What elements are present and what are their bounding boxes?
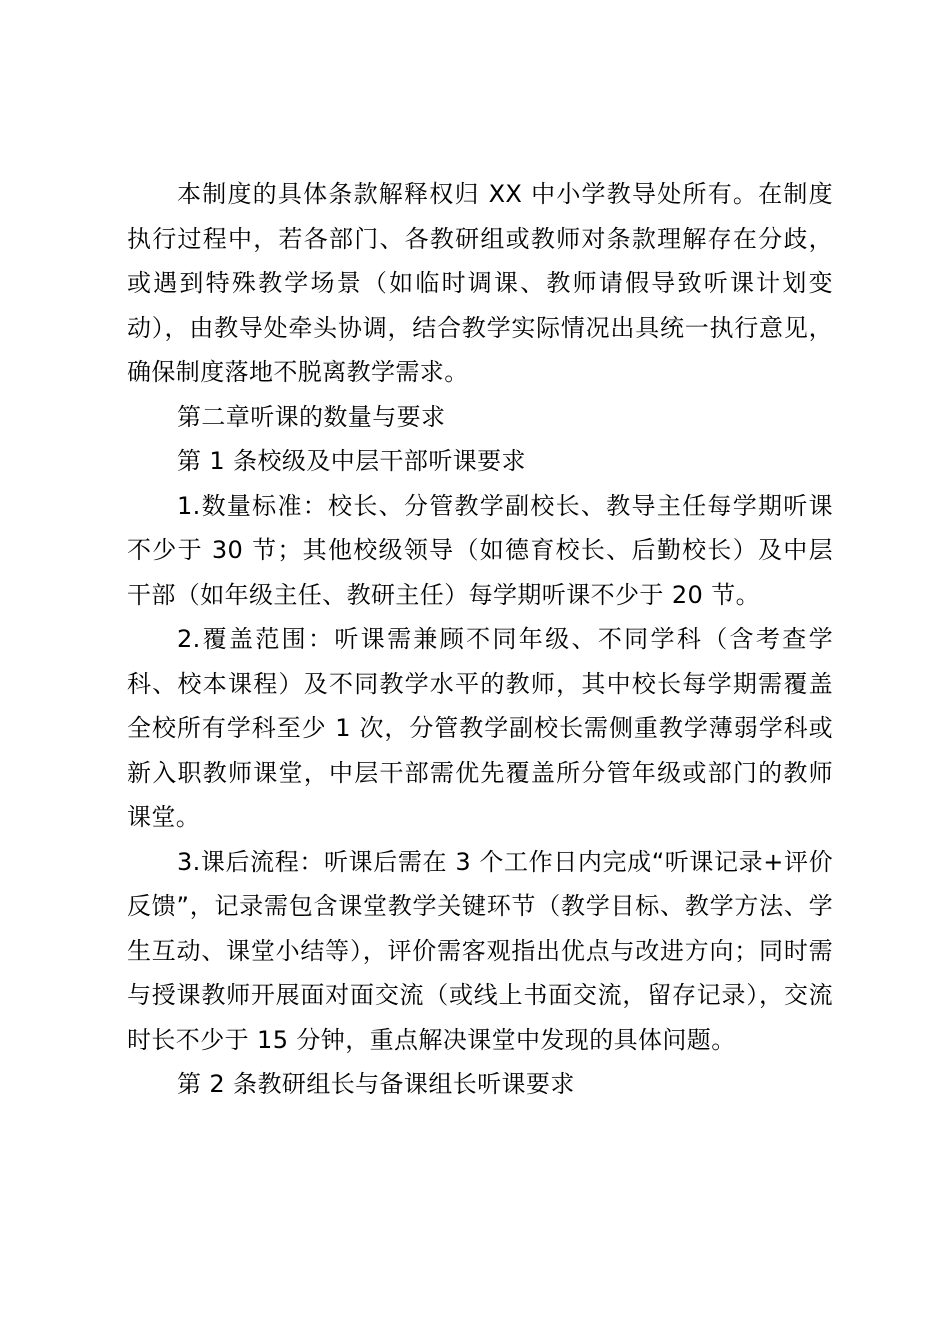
document-body — [127, 172, 833, 1107]
article-heading-1: 第 1 条校级及中层干部听课要求 — [177, 447, 526, 475]
article-heading-2: 第 2 条教研组长与备课组长听课要求 — [177, 1070, 575, 1098]
paragraph-quantity-standard: 1.数量标准：校长、分管教学副校长、教导主任每学期听课不少于 30 节；其他校级领导（如德育校长、后勤校长）及中层干部（如年级主任、教研主任）每学期听课不少于 20 节。 — [127, 491, 833, 609]
chapter-heading: 第二章听课的数量与要求 — [177, 402, 446, 431]
paragraph-coverage-scope: 2.覆盖范围：听课需兼顾不同年级、不同学科（含考查学科、校本课程）及不同教学水平的教师，其中校长每学期需覆盖全校所有学科至少 1 次，分管教学副校长需侧重教学薄弱学科或新入职教师课堂，中层干部需优先覆盖所分管年级或部门的教师课堂。 — [127, 625, 833, 831]
paragraph-post-class-process: 3.课后流程：听课后需在 3 个工作日内完成“听课记录+评价反馈”，记录需包含课堂教学关键环节（教学目标、教学方法、学生互动、课堂小结等），评价需客观指出优点与改进方向；同时需与授课教师开展面对面交流（或线上书面交流，留存记录），交流时长不少于 15 分钟，重点解决课堂中发现的具体问题。 — [127, 847, 833, 1054]
paragraph-interpretation-clause: 本制度的具体条款解释权归 XX 中小学教导处所有。在制度执行过程中，若各部门、各教研组或教师对条款理解存在分歧，或遇到特殊教学场景（如临时调课、教师请假导致听课计划变动），由教导处牵头协调，结合教学实际情况出具统一执行意见，确保制度落地不脱离教学需求。 — [127, 180, 833, 386]
